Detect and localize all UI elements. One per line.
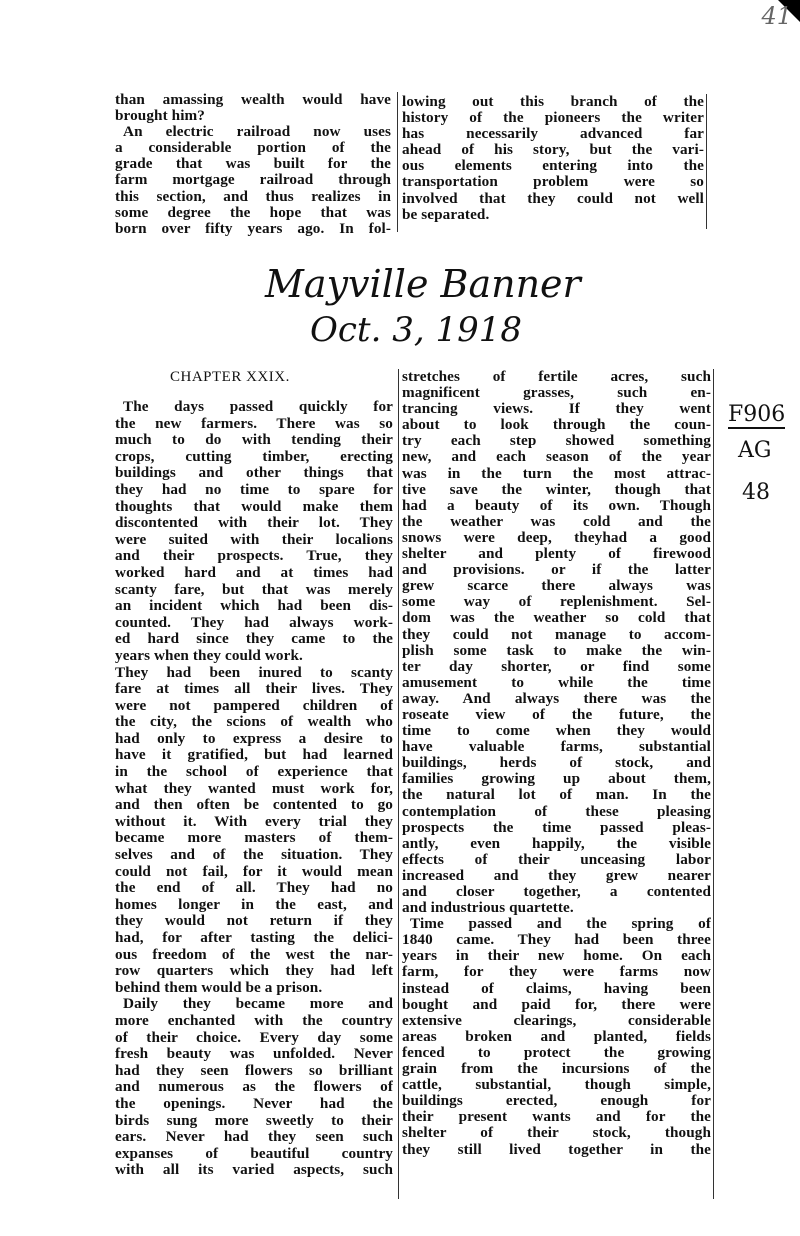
article-left-column xyxy=(115,399,393,1179)
text-line: much to do with tending their xyxy=(115,432,393,449)
text-line: crops, cutting timber, erecting xyxy=(115,448,393,465)
text-line: some way of replenishment. Sel- xyxy=(402,594,711,611)
text-line: and provisions. or if the latter xyxy=(402,562,711,579)
margin-note-1: F906 xyxy=(728,402,786,427)
text-line: new, and each season of the year xyxy=(402,449,711,466)
text-line: the openings. Never had the xyxy=(115,1095,393,1112)
text-line: grew scarce there always was xyxy=(402,578,711,595)
text-line: tive save the winter, though that xyxy=(402,481,711,498)
text-line: they could not manage to accom- xyxy=(402,626,711,643)
chapter-title: CHAPTER XXIX. xyxy=(170,369,290,385)
text-line: farm mortgage railroad through xyxy=(115,172,391,189)
handwritten-source: Mayville Banner xyxy=(265,262,581,306)
text-line: The days passed quickly for xyxy=(123,399,393,415)
text-line: became more masters of them- xyxy=(115,830,393,847)
text-line: history of the pioneers the writer xyxy=(402,110,704,127)
text-line: involved that they could not well xyxy=(402,190,704,207)
text-line: shelter and plenty of firewood xyxy=(402,546,711,563)
text-line: fare at times all their lives. They xyxy=(115,681,393,698)
text-line: families growing up about them, xyxy=(402,771,711,788)
text-line: brought him? xyxy=(115,108,205,125)
text-line: they had no time to spare for xyxy=(115,481,393,498)
text-line: lowing out this branch of the xyxy=(402,94,704,110)
text-line: had they seen flowers so brilliant xyxy=(115,1062,393,1079)
text-line: had a beauty of its own. Though xyxy=(402,497,711,514)
text-line: grade that was built for the xyxy=(115,156,391,173)
text-line: their present wants and for the xyxy=(402,1109,711,1126)
text-line: have it gratified, but had learned xyxy=(115,747,393,764)
text-line: roseate view of the future, the xyxy=(402,706,711,723)
text-line: worked hard and at times had xyxy=(115,564,393,581)
text-line: this section, and thus realizes in xyxy=(115,188,391,205)
text-line: effects of their unceasing labor xyxy=(402,851,711,868)
text-line: time to come when they would xyxy=(402,723,711,740)
article-right-column xyxy=(402,369,711,1158)
column-rule xyxy=(706,94,707,229)
text-line: than amassing wealth would have xyxy=(115,92,391,108)
text-line: without it. With every trial they xyxy=(115,813,393,830)
text-line: buildings and other things that xyxy=(115,465,393,482)
text-line: selves and of the situation. They xyxy=(115,847,393,864)
text-line: ears. Never had they seen such xyxy=(115,1129,393,1146)
text-line: homes longer in the east, and xyxy=(115,896,393,913)
text-line: the natural lot of man. In the xyxy=(402,787,711,804)
text-line: ter day shorter, or find some xyxy=(402,658,711,675)
text-line: of their choice. Every day some xyxy=(115,1029,393,1046)
text-line: the city, the scions of wealth who xyxy=(115,714,393,731)
text-line: had, for after tasting the delici- xyxy=(115,930,393,946)
text-line: plish some task to make the win- xyxy=(402,642,711,659)
text-line: in the school of experience that xyxy=(115,764,393,781)
article-top-left-column xyxy=(115,92,391,237)
text-line: and industrious quartette. xyxy=(402,900,574,917)
text-line: could not fail, for it would mean xyxy=(115,863,393,880)
text-line: the weather was cold and the xyxy=(402,513,711,530)
text-line: areas broken and planted, fields xyxy=(402,1028,711,1045)
text-line: away. And always there was the xyxy=(402,690,711,707)
text-line: try each step showed something xyxy=(402,433,711,450)
text-line: be separated. xyxy=(402,206,490,223)
text-line: Daily they became more and xyxy=(123,996,393,1013)
text-line: grain from the incursions of the xyxy=(402,1061,711,1078)
text-line: fresh beauty was unfolded. Never xyxy=(115,1046,393,1063)
text-line: years when they could work. xyxy=(115,647,303,664)
text-line: years in their new home. On each xyxy=(402,948,711,965)
text-line: dom was the weather so cold that xyxy=(402,610,711,627)
text-line: transportation problem were so xyxy=(402,174,704,191)
margin-note-2: AG xyxy=(738,438,772,463)
text-line: with all its varied aspects, such xyxy=(115,1162,393,1179)
text-line: were not pampered children of xyxy=(115,697,393,714)
text-line: and closer together, a contented xyxy=(402,884,711,900)
text-line: an incident which had been dis- xyxy=(115,598,393,615)
text-line: extensive clearings, considerable xyxy=(402,1012,711,1029)
text-line: prospects the time passed pleas- xyxy=(402,819,711,836)
text-line: instead of claims, having been xyxy=(402,980,711,997)
text-line: had only to express a desire to xyxy=(115,730,393,747)
text-line: antly, even happily, the visible xyxy=(402,835,711,852)
text-line: shelter of their stock, though xyxy=(402,1125,711,1142)
text-line: buildings, herds of stock, and xyxy=(402,755,711,772)
text-line: the new farmers. There was so xyxy=(115,415,393,432)
text-line: birds sung more sweetly to their xyxy=(115,1112,393,1129)
text-line: 1840 came. They had been three xyxy=(402,932,711,949)
column-rule xyxy=(397,92,398,232)
text-line: counted. They had always work- xyxy=(115,614,393,631)
text-line: row quarters which they had left xyxy=(115,963,393,980)
text-line: discontented with their lot. They xyxy=(115,515,393,532)
text-line: Time passed and the spring of xyxy=(410,916,711,933)
text-line: farm, for they were farms now xyxy=(402,964,711,981)
text-line: ahead of his story, but the vari- xyxy=(402,142,704,159)
text-line: the end of all. They had no xyxy=(115,880,393,897)
text-line: they still lived together in the xyxy=(402,1141,711,1158)
text-line: contemplation of these pleasing xyxy=(402,803,711,820)
column-rule xyxy=(713,369,714,1199)
text-line: snows were deep, theyhad a good xyxy=(402,529,711,546)
text-line: ous freedom of the west the nar- xyxy=(115,946,393,963)
text-line: born over fifty years ago. In fol- xyxy=(115,220,391,237)
text-line: and numerous as the flowers of xyxy=(115,1079,393,1096)
text-line: They had been inured to scanty xyxy=(115,664,393,681)
text-line: ed hard since they came to the xyxy=(115,631,393,648)
text-line: some degree the hope that was xyxy=(115,204,391,221)
column-rule xyxy=(398,369,399,1199)
text-line: amusement to while the time xyxy=(402,674,711,691)
page-number: 41 xyxy=(761,2,792,30)
article-top-right-column xyxy=(402,94,704,223)
handwritten-date: Oct. 3, 1918 xyxy=(310,310,522,350)
text-line: buildings erected, enough for xyxy=(402,1093,711,1110)
text-line: was in the turn the most attrac- xyxy=(402,465,711,482)
text-line: fenced to protect the growing xyxy=(402,1044,711,1061)
text-line: a considerable portion of the xyxy=(115,140,391,157)
text-line: about to look through the coun- xyxy=(402,417,711,434)
text-line: has necessarily advanced far xyxy=(402,126,704,143)
text-line: they would not return if they xyxy=(115,913,393,930)
text-line: bought and paid for, there were xyxy=(402,996,711,1013)
text-line: cattle, substantial, though simple, xyxy=(402,1077,711,1094)
text-line: and their prospects. True, they xyxy=(115,548,393,565)
text-line: have valuable farms, substantial xyxy=(402,739,711,756)
text-line: scanty fare, but that was merely xyxy=(115,581,393,598)
text-line: ous elements entering into the xyxy=(402,158,704,175)
text-line: what they wanted must work for, xyxy=(115,780,393,797)
text-line: stretches of fertile acres, such xyxy=(402,369,711,385)
text-line: were suited with their localions xyxy=(115,531,393,548)
margin-note-3: 48 xyxy=(742,480,770,505)
text-line: magnificent grasses, such en- xyxy=(402,385,711,402)
text-line: and then often be contented to go xyxy=(115,797,393,814)
text-line: expanses of beautiful country xyxy=(115,1145,393,1162)
text-line: trancing views. If they went xyxy=(402,401,711,418)
text-line: thoughts that would make them xyxy=(115,498,393,515)
text-line: An electric railroad now uses xyxy=(123,124,391,141)
text-line: increased and they grew nearer xyxy=(402,867,711,884)
text-line: more enchanted with the country xyxy=(115,1012,393,1029)
text-line: behind them would be a prison. xyxy=(115,979,323,996)
